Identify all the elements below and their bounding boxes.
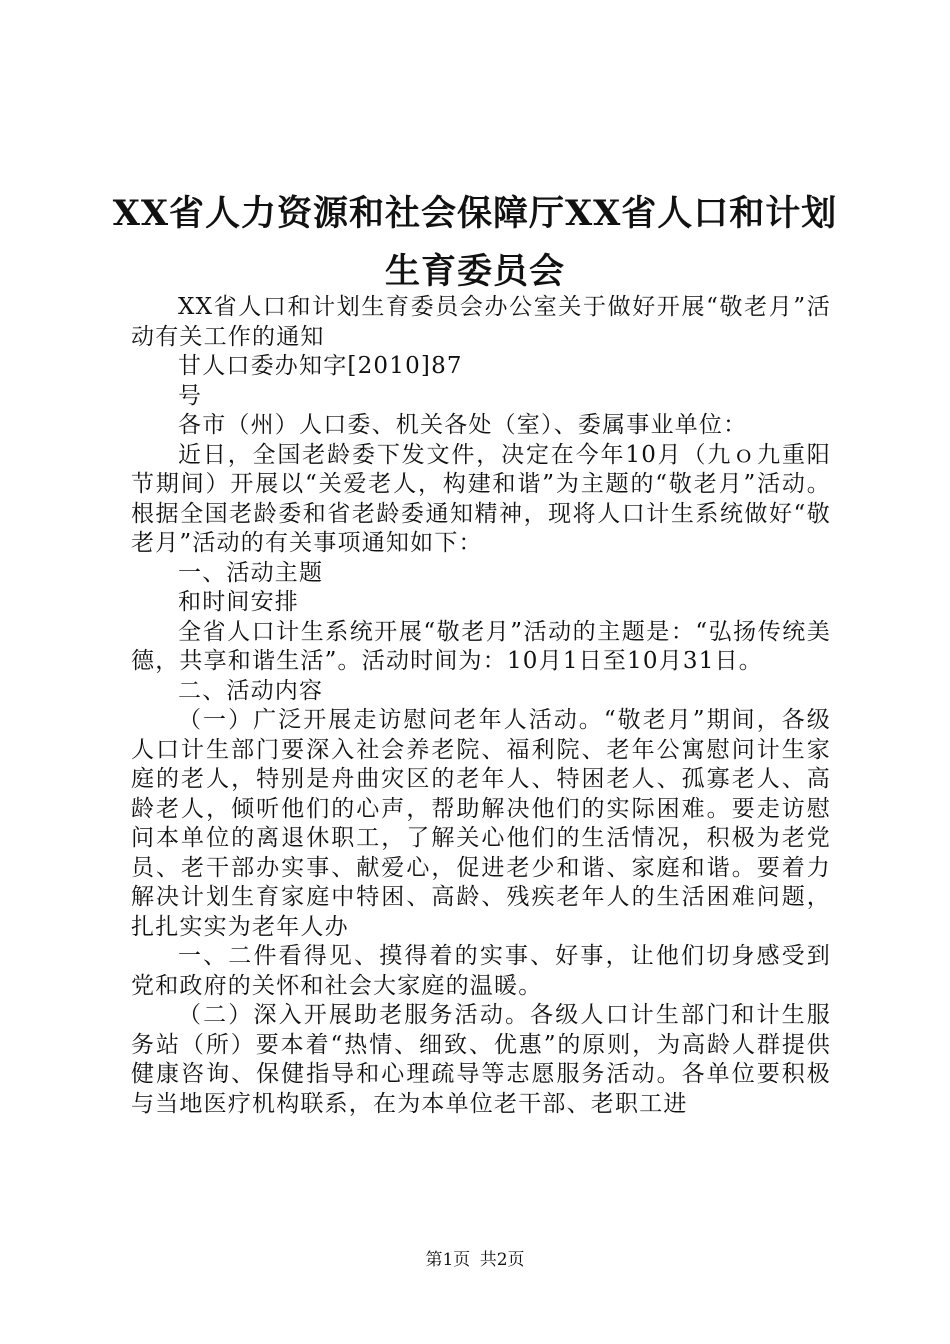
notice-title-paragraph: XX省人口和计划生育委员会办公室关于做好开展“敬老月”活动有关工作的通知 <box>131 294 831 350</box>
intro-paragraph: 近日，全国老龄委下发文件，决定在今年10月（九ｏ九重阳节期间）开展以“关爱老人，构建和谐”为主题的“敬老月”活动。根据全国老龄委和省老龄委通知精神，现将人口计生系统做好“敬老月”活动的有关事项通知如下： <box>131 441 831 556</box>
recipients-line: 各市（州）人口委、机关各处（室）、委属事业单位： <box>178 412 748 438</box>
page-number: 第1页 <box>425 1250 471 1270</box>
page-total: 共2页 <box>479 1250 525 1270</box>
document-number-suffix: 号 <box>178 382 203 409</box>
section-heading-1: 一、活动主题 <box>178 559 324 586</box>
page-footer <box>0 1245 950 1270</box>
content-item-2: （二）深入开展助老服务活动。各级人口计生部门和计生服务站（所）要本着“热情、细致、优惠”的原则，为高龄人群提供健康咨询、保健指导和心理疏导等志愿服务活动。各单位要积极与当地医疗机构联系，在为本单位老干部、老职工进 <box>131 1002 831 1117</box>
document-title-line-1: XX省人力资源和社会保障厅XX省人口和计划 <box>112 193 838 234</box>
content-item-1: （一）广泛开展走访慰问老年人活动。“敬老月”期间，各级人口计生部门要深入社会养老院、福利院、老年公寓慰问计生家庭的老人，特别是舟曲灾区的老年人、特困老人、孤寡老人、高龄老人，倾听他们的心声，帮助解决他们的实际困难。要走访慰问本单位的离退休职工，了解关心他们的生活情况，积极为老党员、老干部办实事、献爱心，促进老少和谐、家庭和谐。要着力解决计划生育家庭中特困、高龄、残疾老年人的生活困难问题，扎扎实实为老年人办 <box>131 707 831 940</box>
document-title-line-2: 生育委员会 <box>384 251 565 292</box>
section-heading-1-cont: 和时间安排 <box>178 589 299 615</box>
document-body <box>131 293 831 1119</box>
theme-paragraph: 全省人口计生系统开展“敬老月”活动的主题是：“弘扬传统美德，共享和谐生活”。活动时间为：10月1日至10月31日。 <box>131 618 831 674</box>
section-heading-2: 二、活动内容 <box>178 677 324 704</box>
content-item-1-cont: 一、二件看得见、摸得着的实事、好事，让他们切身感受到党和政府的关怀和社会大家庭的温暖。 <box>131 943 831 999</box>
document-number: 甘人口委办知字[2010]87 <box>178 353 463 379</box>
